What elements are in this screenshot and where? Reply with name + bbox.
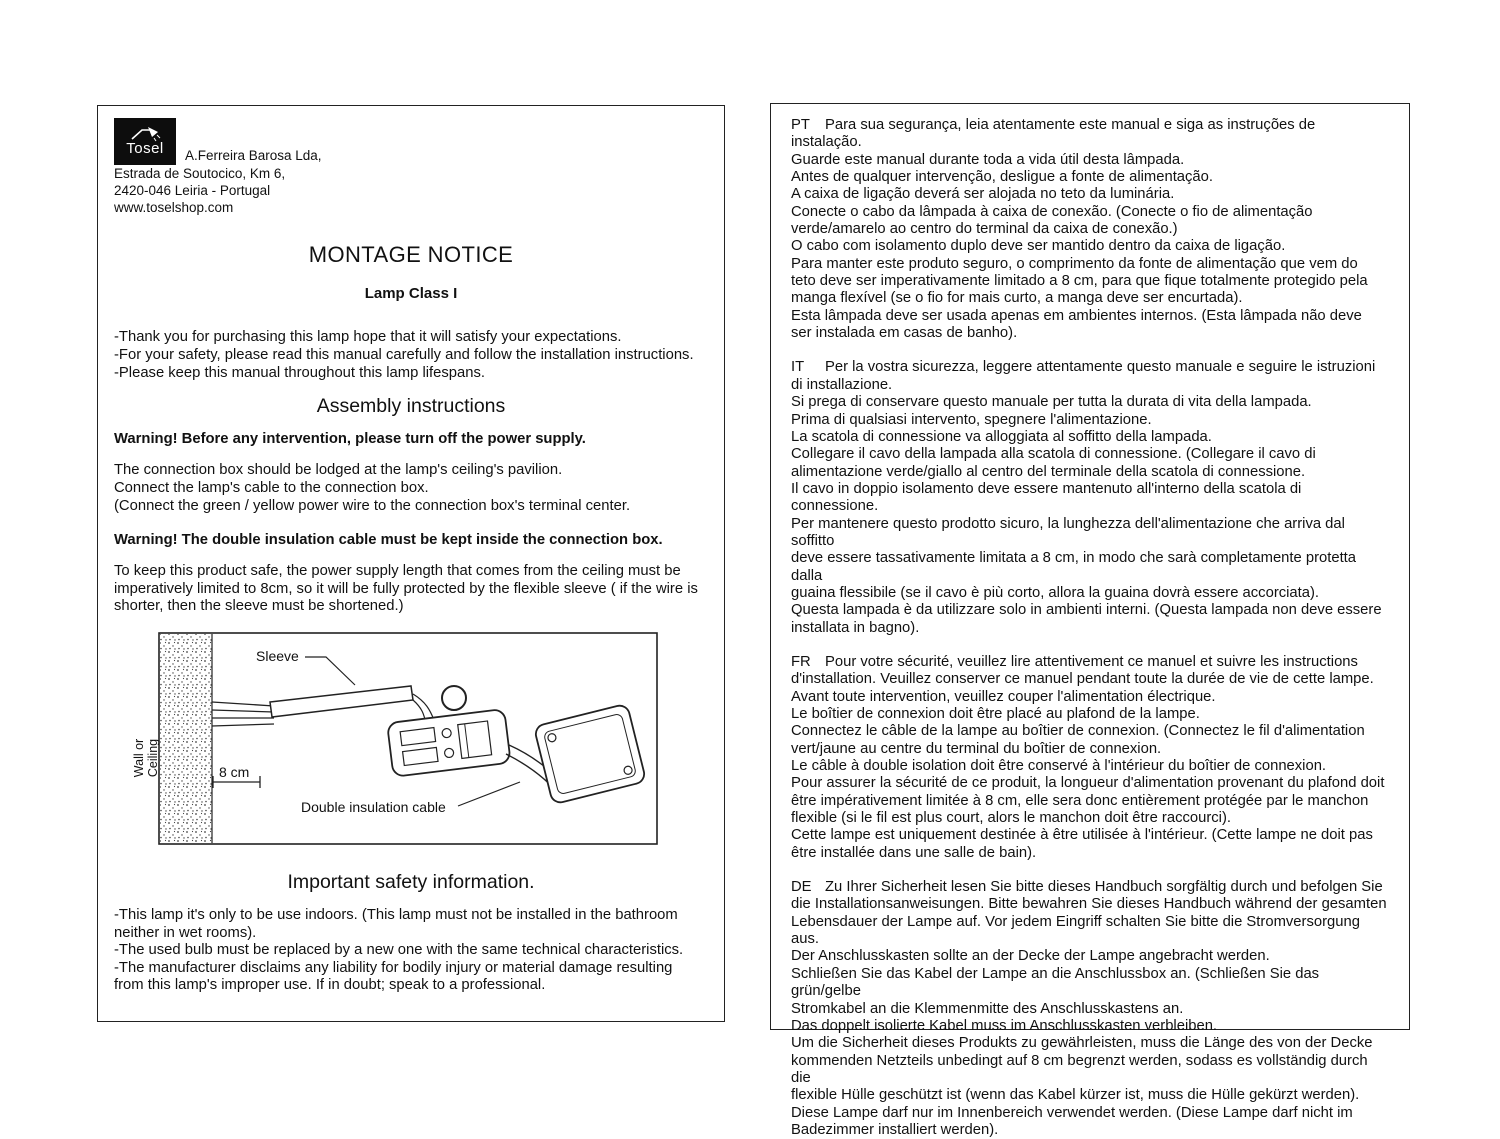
text-line: Prima di qualsiasi intervento, spegnere l'alimentazione. <box>791 411 1152 428</box>
text-line: La scatola di connessione va alloggiata al soffitto della lampada. <box>791 428 1212 445</box>
mounting-ring <box>442 686 466 710</box>
dimension-label: 8 cm <box>219 763 250 780</box>
text-line: Pour assurer la sécurité de ce produit, la longueur d'alimentation provenant du plafond doit <box>791 775 1385 792</box>
connection-instructions <box>114 462 708 515</box>
manufacturer-header <box>114 118 708 165</box>
diagram-drawing <box>158 632 658 845</box>
text-line: Avant toute intervention, veuillez couper l'alimentation électrique. <box>791 688 1216 705</box>
language-code: PT <box>791 117 810 133</box>
text-line: installata in bagno). <box>791 619 920 636</box>
text-line: kommenden Netzteils unbedingt auf 8 cm begrenzt werden, sodass es vollständig durch die <box>791 1052 1368 1086</box>
text-line: The connection box should be lodged at the lamp's ceiling's pavilion. <box>114 462 563 479</box>
wall-hatch <box>160 634 212 843</box>
text-line: Stromkabel an die Klemmenmitte des Anschlusskastens an. <box>791 1000 1184 1017</box>
text-line: Das doppelt isolierte Kabel muss im Anschlusskasten verbleiben. <box>791 1017 1218 1034</box>
wall-ceiling-label <box>132 722 160 794</box>
connection-box <box>387 709 511 777</box>
text-line: di installazione. <box>791 376 893 393</box>
insulation-warning: Warning! The double insulation cable must be kept inside the connection box. <box>114 532 663 549</box>
section-body <box>791 671 1389 862</box>
lamp-class-subtitle: Lamp Class I <box>364 285 458 303</box>
text-line: Um die Sicherheit dieses Produkts zu gewährleisten, muss die Länge des von der Decke <box>791 1035 1373 1052</box>
section-first-line <box>791 879 1389 896</box>
sleeve-label: Sleeve <box>256 647 299 664</box>
text-line: Badezimmer installiert werden). <box>791 1121 999 1138</box>
text-line: flexible Hülle geschützt ist (wenn das Kabel kürzer ist, muss die Hülle gekürzt werden). <box>791 1087 1360 1104</box>
language-code: DE <box>791 879 812 896</box>
page-title: MONTAGE NOTICE <box>308 242 514 268</box>
wall-label-line: Ceiling <box>146 738 160 778</box>
first-line-text: Para sua segurança, leia atentamente este manual e siga as instruções de instalação. <box>791 117 1316 151</box>
english-notice-panel <box>97 105 725 1022</box>
text-line: Le boîtier de connexion doit être placé au plafond de la lampe. <box>791 706 1200 722</box>
logo-wordmark: Tosel <box>126 140 164 157</box>
text-line: Conecte o cabo da lâmpada à caixa de conexão. (Conecte o fio de alimentação <box>791 203 1313 220</box>
text-line: vert/jaune au centre du terminal du boîtier de connexion. <box>791 740 1162 757</box>
text-line: -The manufacturer disclaims any liability for bodily injury or material damage resulting <box>114 959 673 976</box>
text-line: neither in wet rooms). <box>114 924 257 941</box>
text-line: Esta lâmpada deve ser usada apenas em ambientes internos. (Esta lâmpada não deve <box>791 307 1362 324</box>
text-line: manga flexível (se o fio for mais curto, a manga deve ser encurtada). <box>791 290 1243 307</box>
text-line: from this lamp's improper use. If in doubt; speak to a professional. <box>114 977 546 994</box>
text-line: guaina flessibile (se il cavo è più corto, allora la guaina dovrà essere accorciata). <box>791 584 1320 601</box>
intro-text <box>114 328 708 382</box>
section-fr <box>791 654 1389 862</box>
section-first-line <box>791 654 1389 671</box>
text-line: Antes de qualquer intervenção, desligue a fonte de alimentação. <box>791 169 1214 186</box>
text-line: Connectez le câble de la lampe au boîtier de connexion. (Connectez le fil d'alimentation <box>791 723 1365 740</box>
text-line: Guarde este manual durante toda a vida útil desta lâmpada. <box>791 151 1185 168</box>
text-line: -This lamp it's only to be use indoors. (This lamp must not be installed in the bathroom <box>114 906 678 923</box>
text-line: Cette lampe est uniquement destinée à être utilisée à l'intérieur. (Cette lampe ne doit pas <box>791 827 1373 844</box>
section-it <box>791 359 1389 637</box>
section-first-line <box>791 359 1389 376</box>
text-line: 2420-046 Leiria - Portugal <box>114 182 271 198</box>
text-line: être installée dans une salle de bain). <box>791 844 1037 861</box>
text-line: Per mantenere questo prodotto sicuro, la lunghezza dell'alimentazione che arriva dal soffitto <box>791 515 1345 549</box>
cover-plate <box>534 704 647 805</box>
assembly-heading: Assembly instructions <box>316 395 506 418</box>
installation-diagram <box>132 632 658 845</box>
text-line: ser instalada em casas de banho). <box>791 325 1018 342</box>
text-line: Diese Lampe darf nur im Innenbereich verwendet werden. (Diese Lampe darf nicht im <box>791 1104 1353 1121</box>
cable-label: Double insulation cable <box>301 798 446 815</box>
text-line: deve essere tassativamente limitata a 8 cm, in modo che sarà completamente protetta dalla <box>791 550 1357 584</box>
text-line: imperatively limited to 8cm, so it will be fully protected by the flexible sleeve ( if the wire is <box>114 580 698 597</box>
text-line: flexible (si le fil est plus court, alors le manchon doit être raccourci). <box>791 810 1231 827</box>
translations-panel <box>770 103 1410 1138</box>
language-code: IT <box>791 359 805 376</box>
text-line: -Thank you for purchasing this lamp hope that it will satisfy your expectations. <box>114 329 622 346</box>
text-line: d'installation. Veuillez conserver ce manuel pendant toute la durée de vie de cette lampe. <box>791 671 1374 688</box>
power-warning: Warning! Before any intervention, please turn off the power supply. <box>114 431 586 448</box>
safety-heading: Important safety information. <box>287 870 535 893</box>
text-line: Le câble à double isolation doit être conservé à l'intérieur du boîtier de connexion. <box>791 758 1327 775</box>
first-line-text: Pour votre sécurité, veuillez lire attentivement ce manuel et suivre les instructions <box>825 653 1358 670</box>
first-line-text: Zu Ihrer Sicherheit lesen Sie bitte dieses Handbuch sorgfältig durch und befolgen Sie <box>825 879 1383 896</box>
text-line: shorter, then the sleeve must be shortened.) <box>114 598 404 615</box>
safety-text <box>114 907 708 995</box>
text-line: Der Anschlusskasten sollte an der Decke der Lampe angebracht werden. <box>791 948 1270 965</box>
sleeve-shape <box>270 686 413 717</box>
text-line: verde/amarelo ao centro do terminal da caixa de conexão.) <box>791 221 1178 238</box>
text-line: Collegare il cavo della lampada alla scatola di connessione. (Collegare il cavo di <box>791 446 1316 463</box>
text-line: teto deve ser imperativamente limitado a 8 cm, para que fique totalmente protegido pela <box>791 273 1368 290</box>
text-line: Questa lampada è da utilizzare solo in ambienti interni. (Questa lampada non deve essere <box>791 602 1382 619</box>
company-address <box>114 166 708 216</box>
first-line-text: Per la vostra sicurezza, leggere attentamente questo manuale e seguire le istruzioni <box>825 359 1376 376</box>
text-line: Lebensdauer der Lampe auf. Vor jedem Eingriff schalten Sie bitte die Stromversorgung aus. <box>791 913 1360 948</box>
text-line: Estrada de Soutocico, Km 6, <box>114 166 286 181</box>
text-line: Si prega di conservare questo manuale per tutta la durata di vita della lampada. <box>791 394 1312 411</box>
language-code: FR <box>791 653 811 670</box>
section-body <box>791 896 1389 1139</box>
section-de <box>791 879 1389 1139</box>
text-line: Para manter este produto seguro, o comprimento da fonte de alimentação que vem do <box>791 255 1358 272</box>
text-line: O cabo com isolamento duplo deve ser mantido dentro da caixa de ligação. <box>791 238 1286 255</box>
text-line: (Connect the green / yellow power wire to the connection box's terminal center. <box>114 497 631 514</box>
text-line: être impérativement limitée à 8 cm, elle sera donc entièrement protégée par le manchon <box>791 792 1369 809</box>
text-line: -For your safety, please read this manual carefully and follow the installation instructions. <box>114 347 694 364</box>
text-line: Il cavo in doppio isolamento deve essere mantenuto all'interno della scatola di connessione. <box>791 480 1302 515</box>
company-name: A.Ferreira Barosa Lda, <box>185 148 322 163</box>
text-line: Connect the lamp's cable to the connection box. <box>114 479 429 496</box>
text-line: A caixa de ligação deverá ser alojada no teto da luminária. <box>791 186 1175 203</box>
section-body <box>791 152 1389 343</box>
text-line: alimentazione verde/giallo al centro del terminale della scatola di connessione. <box>791 463 1306 480</box>
text-line: -Please keep this manual throughout this lamp lifespans. <box>114 365 485 382</box>
section-first-line <box>791 117 1389 152</box>
text-line: www.toselshop.com <box>114 199 234 215</box>
sleeve-instructions <box>114 563 708 616</box>
supply-wires <box>212 702 274 726</box>
section-pt <box>791 117 1389 342</box>
text-line: die Installationsanweisungen. Bitte bewahren Sie dieses Handbuch während der gesamten <box>791 896 1387 913</box>
tosel-logo <box>114 118 176 165</box>
section-body <box>791 377 1389 637</box>
text-line: To keep this product safe, the power supply length that comes from the ceiling must be <box>114 563 681 580</box>
text-line: -The used bulb must be replaced by a new one with the same technical characteristics. <box>114 942 684 959</box>
wall-label-line: Wall or <box>132 738 146 778</box>
text-line: Schließen Sie das Kabel der Lampe an die Anschlussbox an. (Schließen Sie das grün/gelbe <box>791 965 1320 1000</box>
